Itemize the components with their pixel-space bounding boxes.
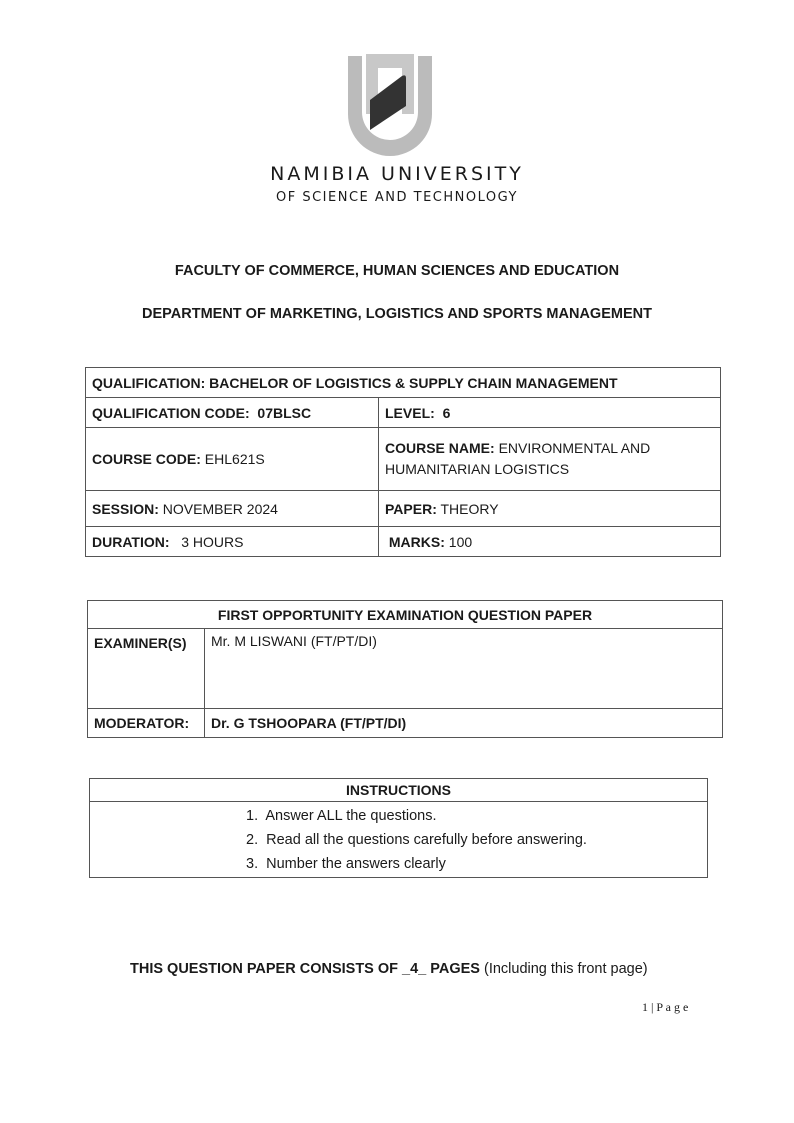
faculty-heading: FACULTY OF COMMERCE, HUMAN SCIENCES AND EDUCATION (174, 263, 620, 279)
university-name: NAMIBIA UNIVERSITY (270, 163, 524, 185)
course-name: ENVIRONMENTAL AND HUMANITARIAN LOGISTICS (385, 440, 651, 477)
qualification: BACHELOR OF LOGISTICS & SUPPLY CHAIN MANAGEMENT (209, 374, 618, 391)
level: 6 (442, 404, 451, 421)
examiner: Mr. M LISWANI (FT/PT/DI) (205, 629, 723, 709)
session: NOVEMBER 2024 (162, 500, 278, 517)
page-number: 1 | P a g e (642, 1000, 689, 1014)
page-count-note: THIS QUESTION PAPER CONSISTS OF _4_ PAGES (Including this front page) (130, 961, 648, 977)
duration: 3 HOURS (181, 533, 244, 550)
instructions-table (89, 778, 708, 878)
course-code: EHL621S (204, 451, 265, 467)
instruction-item: 3. Number the answers clearly (246, 855, 446, 872)
instruction-item: 1. Answer ALL the questions. (246, 807, 437, 824)
department-heading: DEPARTMENT OF MARKETING, LOGISTICS AND SPORTS MANAGEMENT (142, 306, 652, 322)
exam-title: FIRST OPPORTUNITY EXAMINATION QUESTION PAPER (217, 606, 593, 623)
moderator: Dr. G TSHOOPARA (FT/PT/DI) (211, 715, 407, 731)
marks: 100 (448, 533, 473, 550)
university-subtitle: OF SCIENCE AND TECHNOLOGY (276, 190, 518, 205)
qualification-code: 07BLSC (257, 404, 312, 421)
examiners-table: FIRST OPPORTUNITY EXAMINATION QUESTION PAPER EXAMINER(S) Mr. M LISWANI (FT/PT/DI) MODERATOR: Dr. G TSHOOPARA (FT/PT/DI) (87, 600, 723, 738)
instruction-item: 2. Read all the questions carefully before answering. (246, 831, 587, 848)
paper: THEORY (440, 500, 499, 517)
university-logo-icon (344, 48, 436, 156)
course-details-table: QUALIFICATION: BACHELOR OF LOGISTICS & SUPPLY CHAIN MANAGEMENT QUALIFICATION CODE: 07BLSC LEVEL: 6 COURSE CODE: EHL621S COURSE NAME: ENVIRONMENTAL AND HUMANITARIAN LOGISTICS SESSION: NOVEMBER 2024 PAPER: THEORY DURATION: 3 HOURS MARKS: 100 (85, 367, 721, 557)
instructions-title: INSTRUCTIONS (346, 782, 451, 798)
